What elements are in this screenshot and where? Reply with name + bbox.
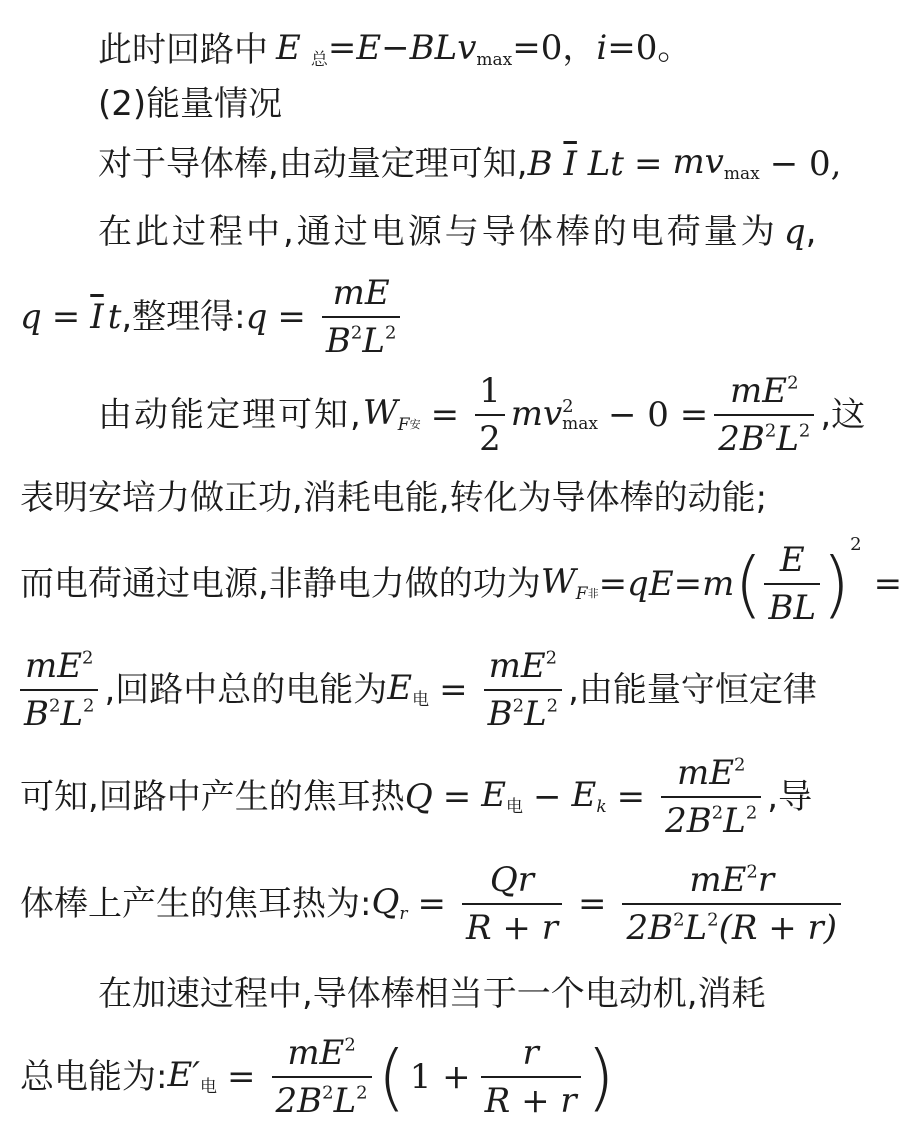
fraction: $\frac{mE^2}{B^2L^2}$ [20, 649, 98, 731]
math-symbol: E′ [167, 1055, 201, 1096]
fraction-denominator: L [524, 694, 547, 734]
fraction [714, 371, 814, 459]
superscript: 2 [787, 372, 799, 394]
fraction-denominator: L [776, 419, 799, 459]
superscript: 2 [384, 322, 397, 344]
math-operator: = [442, 777, 472, 817]
fraction-numerator: 1 [479, 371, 501, 411]
fraction [764, 540, 820, 628]
fraction-numerator: Qr [489, 860, 535, 900]
fraction-denominator: (R + r) [718, 908, 838, 948]
fraction-denominator: B [24, 694, 49, 734]
fraction [475, 371, 505, 459]
math-expression: =E−BLv [327, 28, 477, 69]
text-span: 在此过程中,通过电源与导体棒的电荷量为 [98, 212, 778, 252]
fraction-denominator: L [333, 1081, 357, 1121]
text-span: 而电荷通过电源,非静电力做的功为 [20, 564, 541, 604]
text-span: ,这 [820, 395, 866, 435]
math-symbol: W [362, 393, 398, 434]
section-heading: (2)能量情况 [98, 84, 283, 124]
fraction-numerator: mE [730, 371, 788, 411]
text-span: 体棒上产生的焦耳热为: [20, 884, 372, 924]
math-operator: = [873, 564, 903, 604]
text-line-10 [20, 752, 920, 842]
text-span: ,整理得: [121, 297, 246, 337]
superscript: 2 [798, 420, 811, 442]
subscript: 非 [587, 586, 599, 600]
subscript: 总 [310, 49, 328, 70]
math-operator: − [533, 777, 562, 817]
fraction-numerator: r [522, 1033, 539, 1073]
left-paren: ( [734, 542, 763, 626]
fraction-numerator: mE [689, 860, 747, 900]
subscript: 电 [506, 796, 524, 817]
math-symbol: E [571, 775, 597, 816]
text-span: 对于导体棒,由动量定理可知, [98, 144, 528, 184]
math-symbol: t [107, 297, 122, 337]
subscript: 电 [200, 1076, 218, 1097]
text-line-2 [98, 84, 920, 124]
text-span: 总电能为: [20, 1057, 168, 1097]
text-line-1 [98, 30, 920, 70]
fraction: $\frac{mE^2}{2B^2L^2}$ [272, 1036, 372, 1118]
math-symbol: mv [510, 393, 563, 434]
text-span: ,导 [767, 777, 813, 817]
math-operator: = [51, 297, 81, 337]
math-symbol: W [540, 562, 576, 603]
subscript: 安 [409, 417, 421, 431]
text-line-7 [20, 476, 920, 520]
subscript: F [575, 583, 588, 604]
fraction-numerator: r [757, 860, 775, 900]
math-symbol: Q [371, 882, 400, 923]
fraction-denominator: 2B [626, 908, 674, 948]
math-symbol: Q [404, 777, 433, 817]
math-expression: =0， [512, 28, 597, 69]
fraction [481, 1033, 581, 1121]
text-span: ,回路中总的电能为 [104, 670, 388, 710]
subscript: max [476, 49, 513, 70]
math-symbol: q [245, 297, 268, 337]
math-symbol: q [20, 297, 42, 337]
subscript: r [399, 903, 408, 924]
superscript: 2 [562, 396, 574, 418]
fraction-denominator: 2B [665, 801, 712, 841]
fraction-denominator: L [684, 908, 708, 948]
math-expression: =0。 [607, 28, 692, 69]
text-span: 此时回路中 [98, 30, 268, 70]
fraction-denominator: R + r [462, 903, 562, 945]
math-operator: = [439, 670, 468, 710]
right-paren: ) [822, 542, 851, 626]
fraction: $\frac{mE^2}{B^2L^2}$ [484, 649, 562, 731]
math-expression: − 0, [769, 144, 842, 184]
text-line-8 [20, 534, 920, 634]
math-expression: 1 + [409, 1057, 471, 1097]
math-operator: = [227, 1057, 256, 1097]
text-span: 在加速过程中,导体棒相当于一个电动机,消耗 [98, 974, 766, 1014]
math-symbol: E [481, 775, 507, 816]
math-symbol: mv [672, 142, 724, 183]
fraction-numerator: E [779, 540, 805, 580]
fraction: $\frac{mE^2r}{2B^2L^2(R + r)}$ [622, 863, 841, 945]
superscript: 2 [764, 420, 777, 442]
fraction-denominator: BL [764, 583, 820, 625]
fraction-numerator: mE [488, 646, 546, 686]
fraction-numerator: mE [24, 646, 83, 686]
subscript: F [397, 414, 410, 435]
math-symbol: E [276, 28, 301, 69]
text-span: ,由能量守恒定律 [568, 670, 817, 710]
fraction-numerator: mE [676, 753, 735, 793]
text-span: , [805, 212, 817, 252]
math-symbol: Lt [587, 144, 624, 184]
fraction-denominator: B [325, 321, 351, 361]
math-operator: = [633, 144, 663, 184]
math-operator: = [277, 297, 306, 337]
fraction-denominator: L [362, 321, 385, 361]
text-line-9 [20, 645, 920, 735]
text-line-11 [20, 858, 920, 950]
subscript: 电 [412, 689, 430, 710]
superscript: 2 [850, 534, 862, 555]
math-symbol: B [527, 144, 553, 184]
text-span: 由动能定理可知, [98, 395, 363, 435]
left-paren: ( [377, 1035, 406, 1119]
fraction [322, 273, 400, 361]
superscript: 2 [350, 322, 363, 344]
subscript: k [596, 796, 607, 817]
math-symbol: E [387, 668, 413, 709]
right-paren: ) [586, 1035, 615, 1119]
fraction-denominator: 2B [275, 1081, 323, 1121]
fraction-denominator: L [60, 694, 84, 734]
text-line-13 [20, 1030, 920, 1124]
math-symbol: $\overline{I}$ [563, 144, 577, 184]
math-symbol: q [783, 212, 806, 252]
subscript: max [723, 163, 760, 184]
fraction [462, 860, 562, 948]
math-operator: = [417, 884, 446, 924]
text-line-12 [98, 972, 920, 1016]
text-span: 可知,回路中产生的焦耳热 [20, 777, 405, 817]
fraction-denominator: 2B [718, 419, 765, 459]
math-expression: =qE=m [598, 564, 735, 604]
math-expression: − 0 = [608, 395, 709, 435]
text-line-3 [98, 142, 920, 186]
math-operator: = [616, 777, 646, 817]
fraction-denominator: L [723, 801, 746, 841]
text-span: 表明安培力做正功,消耗电能,转化为导体棒的动能; [20, 478, 768, 518]
fraction: $\frac{mE^2}{2B^2L^2}$ [661, 756, 761, 838]
subscript: max [562, 414, 598, 435]
fraction-denominator: B [487, 694, 513, 734]
fraction-denominator: R + r [481, 1076, 581, 1118]
fraction-denominator: 2 [475, 414, 505, 456]
math-symbol: $\overline{I}$ [90, 297, 104, 337]
text-line-4 [98, 210, 920, 254]
math-operator: = [577, 884, 607, 924]
fraction-numerator: mE [287, 1033, 345, 1073]
fraction-numerator: mE [332, 273, 390, 313]
math-operator: = [430, 395, 460, 435]
math-symbol: i [596, 28, 608, 69]
text-line-5 [20, 272, 920, 362]
text-line-6 [98, 370, 920, 460]
